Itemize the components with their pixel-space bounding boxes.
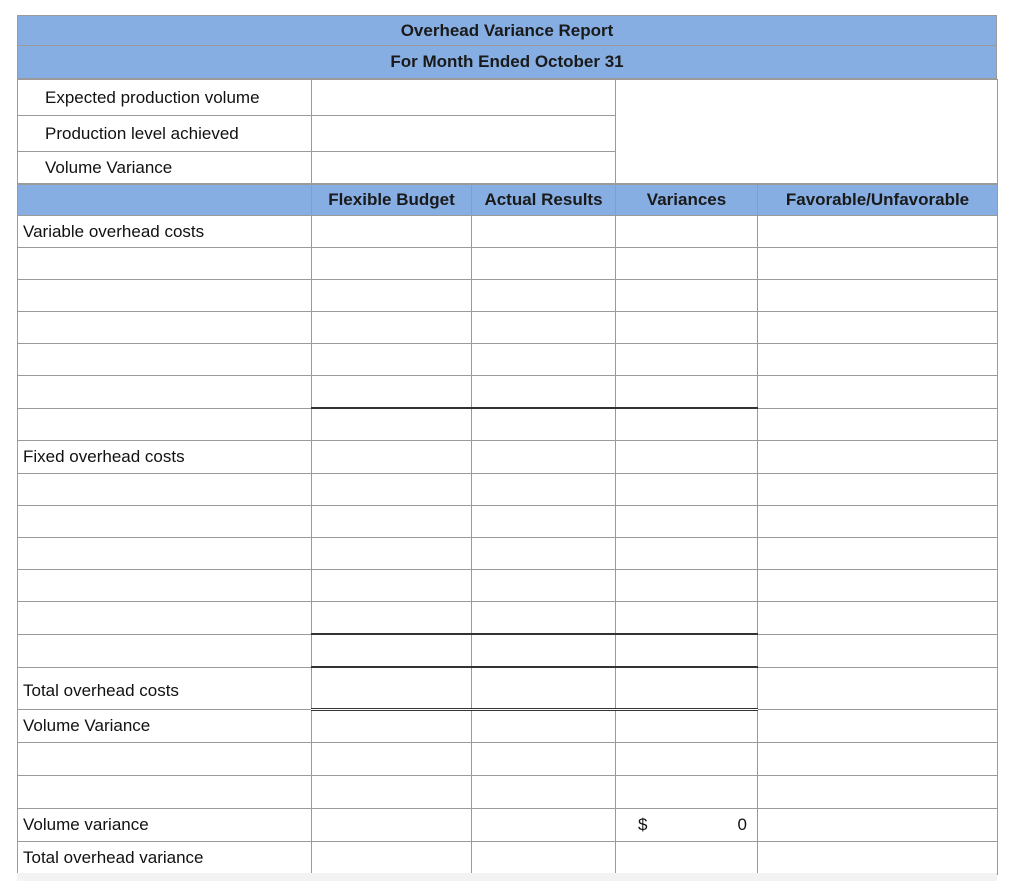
- input-cell[interactable]: [472, 602, 616, 635]
- input-cell[interactable]: [758, 742, 998, 775]
- input-cell[interactable]: [758, 474, 998, 506]
- input-cell[interactable]: [758, 376, 998, 409]
- input-cell[interactable]: [18, 742, 312, 775]
- table-row: [18, 570, 998, 602]
- input-cell[interactable]: [18, 506, 312, 538]
- total-variance-row: [18, 841, 998, 874]
- table-row: [18, 775, 998, 808]
- expected-volume-label: Expected production volume: [18, 80, 312, 116]
- table-row: [18, 312, 998, 344]
- input-cell[interactable]: [312, 408, 472, 441]
- input-cell[interactable]: [758, 709, 998, 742]
- input-cell[interactable]: [616, 344, 758, 376]
- input-cell[interactable]: [472, 667, 616, 709]
- input-cell[interactable]: [616, 280, 758, 312]
- header-blank: [18, 185, 312, 216]
- input-cell[interactable]: [472, 634, 616, 667]
- input-cell[interactable]: [312, 808, 472, 841]
- input-cell[interactable]: [312, 376, 472, 409]
- report-subtitle: For Month Ended October 31: [17, 45, 997, 79]
- volume-variance-row: [18, 808, 998, 841]
- col-actual-results: Actual Results: [472, 185, 616, 216]
- input-cell[interactable]: [312, 280, 472, 312]
- input-cell[interactable]: [616, 506, 758, 538]
- input-cell[interactable]: [758, 634, 998, 667]
- col-variances: Variances: [616, 185, 758, 216]
- input-cell[interactable]: [312, 742, 472, 775]
- input-cell[interactable]: [18, 570, 312, 602]
- table-row: [18, 376, 998, 409]
- input-cell[interactable]: [472, 474, 616, 506]
- input-cell[interactable]: [472, 280, 616, 312]
- input-cell[interactable]: [18, 248, 312, 280]
- table-row: [18, 248, 998, 280]
- table-row: [18, 602, 998, 635]
- volume-variance-row-label: Volume variance: [18, 808, 312, 841]
- col-flexible-budget: Flexible Budget: [312, 185, 472, 216]
- currency-symbol: $: [638, 814, 648, 834]
- volume-variance-header-label: Volume Variance: [18, 709, 312, 742]
- input-cell[interactable]: [472, 538, 616, 570]
- input-cell[interactable]: [758, 602, 998, 635]
- total-variance-label: Total overhead variance: [18, 841, 312, 874]
- volume-variance-top-input[interactable]: [312, 152, 616, 184]
- input-cell[interactable]: [616, 667, 758, 709]
- bottom-divider: [17, 873, 997, 881]
- input-cell[interactable]: [616, 775, 758, 808]
- volume-table: [17, 79, 998, 184]
- input-cell[interactable]: [472, 344, 616, 376]
- input-cell[interactable]: [758, 280, 998, 312]
- input-cell[interactable]: [616, 570, 758, 602]
- input-cell[interactable]: [312, 775, 472, 808]
- input-cell[interactable]: [312, 248, 472, 280]
- input-cell[interactable]: [312, 570, 472, 602]
- input-cell[interactable]: [616, 841, 758, 874]
- input-cell[interactable]: [312, 602, 472, 635]
- input-cell[interactable]: [758, 841, 998, 874]
- input-cell[interactable]: [616, 376, 758, 409]
- input-cell[interactable]: [312, 474, 472, 506]
- input-cell[interactable]: [758, 808, 998, 841]
- input-cell[interactable]: [312, 667, 472, 709]
- input-cell[interactable]: [758, 570, 998, 602]
- fixed-header-row: [18, 441, 998, 474]
- volume-blank-cell: [616, 80, 998, 184]
- input-cell[interactable]: [312, 216, 472, 248]
- input-cell[interactable]: [472, 312, 616, 344]
- input-cell[interactable]: [312, 841, 472, 874]
- table-row: [18, 344, 998, 376]
- input-cell[interactable]: [312, 506, 472, 538]
- variable-subtotal-row: [18, 408, 998, 441]
- input-cell[interactable]: [616, 602, 758, 635]
- input-cell[interactable]: [312, 709, 472, 742]
- input-cell[interactable]: [18, 775, 312, 808]
- input-cell[interactable]: [312, 312, 472, 344]
- table-row: [18, 538, 998, 570]
- input-cell[interactable]: [18, 634, 312, 667]
- input-cell[interactable]: [312, 441, 472, 474]
- production-achieved-label: Production level achieved: [18, 116, 312, 152]
- volume-variance-header-row: [18, 709, 998, 742]
- input-cell[interactable]: [18, 474, 312, 506]
- input-cell[interactable]: [18, 376, 312, 409]
- fixed-overhead-label: Fixed overhead costs: [18, 441, 312, 474]
- input-cell[interactable]: [18, 538, 312, 570]
- input-cell[interactable]: [616, 474, 758, 506]
- production-achieved-input[interactable]: [312, 116, 616, 152]
- input-cell[interactable]: [616, 742, 758, 775]
- overhead-variance-report: [17, 15, 997, 875]
- overhead-table: [17, 184, 998, 875]
- input-cell[interactable]: [616, 709, 758, 742]
- input-cell[interactable]: [472, 376, 616, 409]
- table-row: [18, 474, 998, 506]
- input-cell[interactable]: [18, 312, 312, 344]
- input-cell[interactable]: [472, 808, 616, 841]
- expected-volume-input[interactable]: [312, 80, 616, 116]
- input-cell[interactable]: [18, 344, 312, 376]
- input-cell[interactable]: [616, 248, 758, 280]
- table-row: [18, 506, 998, 538]
- input-cell[interactable]: [312, 634, 472, 667]
- total-overhead-row: [18, 667, 998, 709]
- input-cell[interactable]: [758, 312, 998, 344]
- fixed-subtotal-row: [18, 634, 998, 667]
- input-cell[interactable]: [472, 216, 616, 248]
- variable-overhead-label: Variable overhead costs: [18, 216, 312, 248]
- input-cell[interactable]: [758, 344, 998, 376]
- input-cell[interactable]: [616, 312, 758, 344]
- input-cell[interactable]: [472, 775, 616, 808]
- input-cell[interactable]: [758, 408, 998, 441]
- input-cell[interactable]: [472, 408, 616, 441]
- input-cell[interactable]: [758, 248, 998, 280]
- variable-header-row: [18, 216, 998, 248]
- input-cell[interactable]: [472, 441, 616, 474]
- input-cell[interactable]: [472, 506, 616, 538]
- total-overhead-label: Total overhead costs: [18, 667, 312, 709]
- input-cell[interactable]: [472, 248, 616, 280]
- input-cell[interactable]: [18, 408, 312, 441]
- table-row: [18, 742, 998, 775]
- input-cell[interactable]: [312, 538, 472, 570]
- input-cell[interactable]: [616, 216, 758, 248]
- input-cell[interactable]: [758, 538, 998, 570]
- input-cell[interactable]: [758, 667, 998, 709]
- input-cell[interactable]: [616, 538, 758, 570]
- input-cell[interactable]: [616, 634, 758, 667]
- input-cell[interactable]: [616, 408, 758, 441]
- input-cell[interactable]: [472, 841, 616, 874]
- input-cell[interactable]: [472, 742, 616, 775]
- volume-variance-top-label: Volume Variance: [18, 152, 312, 184]
- volume-variance-amount-cell[interactable]: [616, 808, 758, 841]
- input-cell[interactable]: [18, 602, 312, 635]
- input-cell[interactable]: [616, 441, 758, 474]
- input-cell[interactable]: [18, 280, 312, 312]
- volume-variance-amount: 0: [737, 814, 747, 834]
- table-row: [18, 280, 998, 312]
- report-title: Overhead Variance Report: [17, 15, 997, 45]
- input-cell[interactable]: [758, 506, 998, 538]
- input-cell[interactable]: [472, 570, 616, 602]
- input-cell[interactable]: [312, 344, 472, 376]
- input-cell[interactable]: [758, 441, 998, 474]
- input-cell[interactable]: [758, 216, 998, 248]
- col-favorable-unfavorable: Favorable/Unfavorable: [758, 185, 998, 216]
- input-cell[interactable]: [472, 709, 616, 742]
- input-cell[interactable]: [758, 775, 998, 808]
